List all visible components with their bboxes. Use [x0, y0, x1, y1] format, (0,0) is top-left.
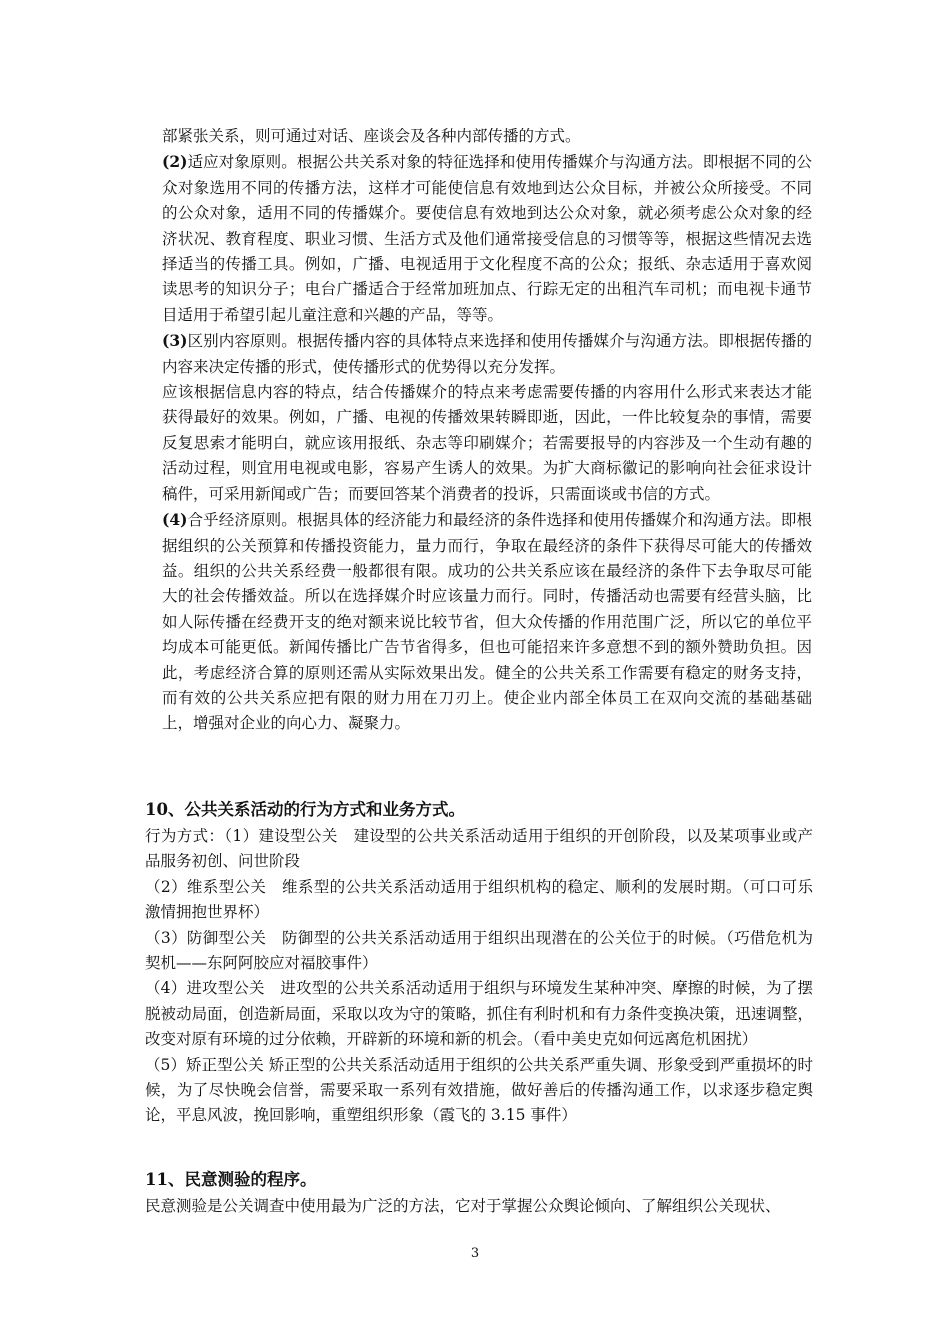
- behavior-type-defensive: （3）防御型公关 防御型的公共关系活动适用于组织出现潜在的公关位于的时候。（巧借危机为契机——东阿阿胶应对福胶事件）: [145, 928, 813, 973]
- paragraph-text: 适应对象原则。根据公共关系对象的特征选择和使用传播媒介与沟通方法。即根据不同的公众对象选用不同的传播方法，这样才可能使信息有效地到达公众目标，并被公众所接受。不同的公众对象，适用不同的传播媒介。要使信息有效地到达公众对象，就必须考虑公众对象的经济状况、教育程度、职业习惯、生活方式及他们通常接受信息的习惯等等，根据这些情况去选择适当的传播工具。例如，广播、电视适用于文化程度不高的公众；报纸、杂志适用于喜欢阅读思考的知识分子；电台广播适合于经常加班加点、行踪无定的出租汽车司机；而电视卡通节目适用于希望引起儿童注意和兴趣的产品，等等。: [162, 153, 812, 324]
- paragraph-content-detail: 应该根据信息内容的特点，结合传播媒介的特点来考虑需要传播的内容用什么形式来表达才能获得最好的效果。例如，广播、电视的传播效果转瞬即逝，因此，一件比较复杂的事情，需要反复思索才能明白，就应该用报纸、杂志等印刷媒介；若需要报导的内容涉及一个生动有趣的活动过程，则宜用电视或电影，容易产生诱人的效果。为扩大商标徽记的影响向社会征求设计稿件，可采用新闻或广告；而要回答某个消费者的投诉，只需面谈或书信的方式。: [162, 383, 812, 503]
- paragraph-text: 区别内容原则。根据传播内容的具体特点来选择和使用传播媒介与沟通方法。即根据传播的内容来决定传播的形式，使传播形式的优势得以充分发挥。: [162, 332, 812, 376]
- paragraph-text: 合乎经济原则。根据具体的经济能力和最经济的条件选择和使用传播媒介和沟通方法。即根据组织的公关预算和传播投资能力，量力而行，争取在最经济的条件下获得尽可能大的传播效益。组织的公共关系经费一般都很有限。成功的公共关系应该在最经济的条件下去争取尽可能大的社会传播效益。所以在选择媒介时应该量力而行。同时，传播活动也需要有经营头脑，比如人际传播在经费开支的绝对额来说比较节省，但大众传播的作用范围广泛，所以它的单位平均成本可能更低。新闻传播比广告节省得多，但也可能招来许多意想不到的额外赞助负担。因此，考虑经济合算的原则还需从实际效果出发。健全的公共关系工作需要有稳定的财务支持，而有效的公共关系应把有限的财力用在刀刃上。使企业内部全体员工在双向交流的基础基础上，增强对企业的向心力、凝聚力。: [162, 511, 812, 733]
- behavior-type-maintenance: （2）维系型公关 维系型的公共关系活动适用于组织机构的稳定、顺利的发展时期。（可口可乐激情拥抱世界杯）: [145, 877, 813, 922]
- paragraph-audience-principle: [162, 149, 812, 328]
- paragraph-opinion-poll: 民意测验是公关调查中使用最为广泛的方法，它对于掌握公众舆论倾向、了解组织公关现状、: [145, 1197, 781, 1215]
- paragraph-content-principle: [162, 328, 812, 380]
- paragraph-economy-principle: [162, 507, 812, 737]
- section-11-body: [145, 1194, 813, 1219]
- section-10-heading: 10、公共关系活动的行为方式和业务方式。: [145, 800, 465, 819]
- principles-block: [162, 124, 812, 737]
- behavior-type-corrective: （5）矫正型公关 矫正型的公共关系活动适用于组织的公共关系严重失调、形象受到严重损坏的时候，为了尽快晚会信誉，需要采取一系列有效措施，做好善后的传播沟通工作，以求逐步稳定舆论，平息风波，挽回影响，重塑组织形象（霞飞的 3.15 事件）: [145, 1055, 813, 1125]
- item-number: (3): [162, 331, 188, 351]
- section-11-heading: 11、民意测验的程序。: [145, 1170, 317, 1189]
- page-number: 3: [470, 1246, 480, 1261]
- behavior-type-offensive: （4）进攻型公关 进攻型的公共关系活动适用于组织与环境发生某种冲突、摩擦的时候，为了摆脱被动局面，创造新局面，采取以攻为守的策略，抓住有利时机和有力条件变换决策，迅速调整，改变对原有环境的过分依赖，开辟新的环境和新的机会。（看中美史克如何远离危机困扰）: [145, 979, 813, 1049]
- section-10-body: [145, 824, 813, 1129]
- behavior-type-construction: 行为方式：（1）建设型公关 建设型的公共关系活动适用于组织的开创阶段，以及某项事业或产品服务初创、问世阶段: [145, 827, 813, 871]
- paragraph-continuation: 部紧张关系，则可通过对话、座谈会及各种内部传播的方式。: [162, 127, 581, 145]
- item-number: (2): [162, 152, 188, 172]
- item-number: (4): [162, 510, 188, 530]
